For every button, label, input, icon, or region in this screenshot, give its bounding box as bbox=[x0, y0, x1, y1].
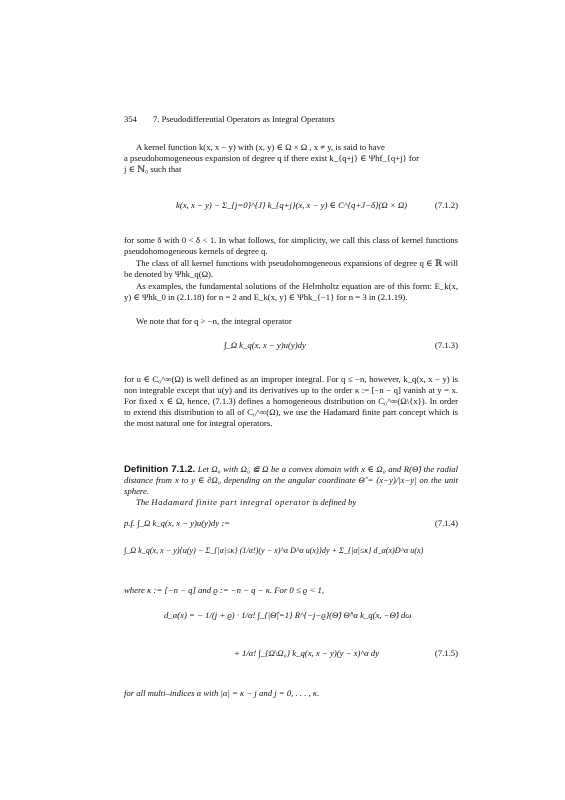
equation-body: ∫_Ω k_q(x, x − y)u(y)dy bbox=[224, 340, 306, 350]
equation-line: p.f. ∫_Ω k_q(x, x − y)u(y)dy := bbox=[124, 518, 231, 528]
equation-7-1-5 bbox=[124, 602, 458, 680]
equation-body: k(x, x − y) − Σ_{j=0}^{J} k_{q+j}(x, x − y) ∈ C^{q+J−δ}(Ω × Ω) bbox=[176, 200, 408, 210]
paragraph-examples: As examples, the fundamental solutions of the Helmholtz equation are of this form: E_k(x, y) ∈ Ψhk_0 in (2.1.18) for n = 2 and E_k(x, y) ∈ Ψhk_{−1} for n = 3 in (2.1.19). bbox=[124, 281, 458, 303]
equation-number: (7.1.3) bbox=[434, 340, 458, 350]
paragraph-line: a pseudohomogeneous expansion of degree q if there exist k_{q+j} ∈ Ψhf_{q+j} for bbox=[124, 153, 420, 164]
paragraph-multi-indices: for all multi–indices α with |α| = κ − j and j = 0, . . . , κ. bbox=[124, 688, 320, 698]
equation-7-1-3 bbox=[124, 330, 458, 364]
paragraph-pseudohomogeneous: for some δ with 0 < δ < 1. In what follows, for simplicity, we call this class of kernel functions pseudohomogeneous kernels of degree q. bbox=[124, 235, 458, 257]
definition-7-1-2 bbox=[124, 464, 458, 508]
equation-line: d_α(x) = − 1/(j + ϱ) · 1/α! ∫_{|Θ̂|=1} R^{−j−ϱ}(Θ̂) Θ̂^α k_q(x, −Θ̂) dω bbox=[164, 610, 412, 620]
paragraph-line: j ∈ ℕ₀ such that bbox=[124, 164, 182, 175]
paragraph-class-of-kernels: The class of all kernel functions with pseudohomogeneous expansions of degree q ∈ ℝ will be denoted by Ψhk_q(Ω). bbox=[124, 258, 458, 280]
paragraph-where: where κ := [−n − q] and ϱ := −n − q − κ. For 0 ≤ ϱ < 1, bbox=[124, 585, 325, 595]
definition-suffix: is defined by bbox=[312, 497, 357, 508]
page-number: 354 bbox=[124, 114, 137, 124]
running-header bbox=[124, 114, 335, 124]
running-title: 7. Pseudodifferential Operators as Integral Operators bbox=[153, 114, 335, 124]
equation-number: (7.1.5) bbox=[434, 648, 458, 658]
definition-line bbox=[124, 497, 458, 508]
paragraph-kernel-definition bbox=[124, 142, 458, 175]
definition-term: Hadamard finite part integral operator bbox=[151, 497, 311, 508]
equation-7-1-2 bbox=[124, 194, 458, 222]
equation-line: + 1/α! ∫_{Ω\Ω₀} k_q(x, x − y)(y − x)^α dy bbox=[234, 648, 380, 658]
paragraph-line: A kernel function k(x, x − y) with (x, y) ∈ Ω × Ω , x ≠ y, is said to have bbox=[136, 142, 385, 152]
equation-number: (7.1.4) bbox=[434, 518, 458, 528]
equation-7-1-4 bbox=[124, 514, 458, 576]
definition-title: Definition 7.1.2. bbox=[124, 464, 196, 475]
equation-number: (7.1.2) bbox=[434, 200, 458, 210]
paragraph-improper-integral: for u ∈ C₀^∞(Ω) is well defined as an improper integral. For q ≤ −n, however, k_q(x, x − y) is non integrable except that u(y) and its derivatives up to the order κ := [−n − q] vanish at y = x. For fixed x ∈ Ω, hence, (7.1.3) defines a homogeneous distribution on C₀^∞(Ω\{x}). In order to extend this distribution to all of C₀^∞(Ω), we use the Hadamard finite part concept which is the most natural one for integral operators. bbox=[124, 374, 458, 429]
equation-line: ∫_Ω k_q(x, x − y){u(y) − Σ_{|α|≤κ} (1/α!)(y − x)^α D^α u(x)}dy + Σ_{|α|≤κ} d_α(x)D^α u(x) bbox=[124, 546, 424, 555]
paragraph-integral-operator-intro: We note that for q > −n, the integral operator bbox=[136, 316, 292, 326]
definition-text: Let Ω₀ with Ω₀ ⋐ Ω be a convex domain with x ∈ Ω₀ and R(Θ̂) the radial distance from x to y ∈ ∂Ω₀ depending on the angular coordinate Θ̂ = (x−y)/|x−y| on the unit sphere. bbox=[124, 464, 458, 497]
definition-prefix: The bbox=[136, 497, 150, 508]
